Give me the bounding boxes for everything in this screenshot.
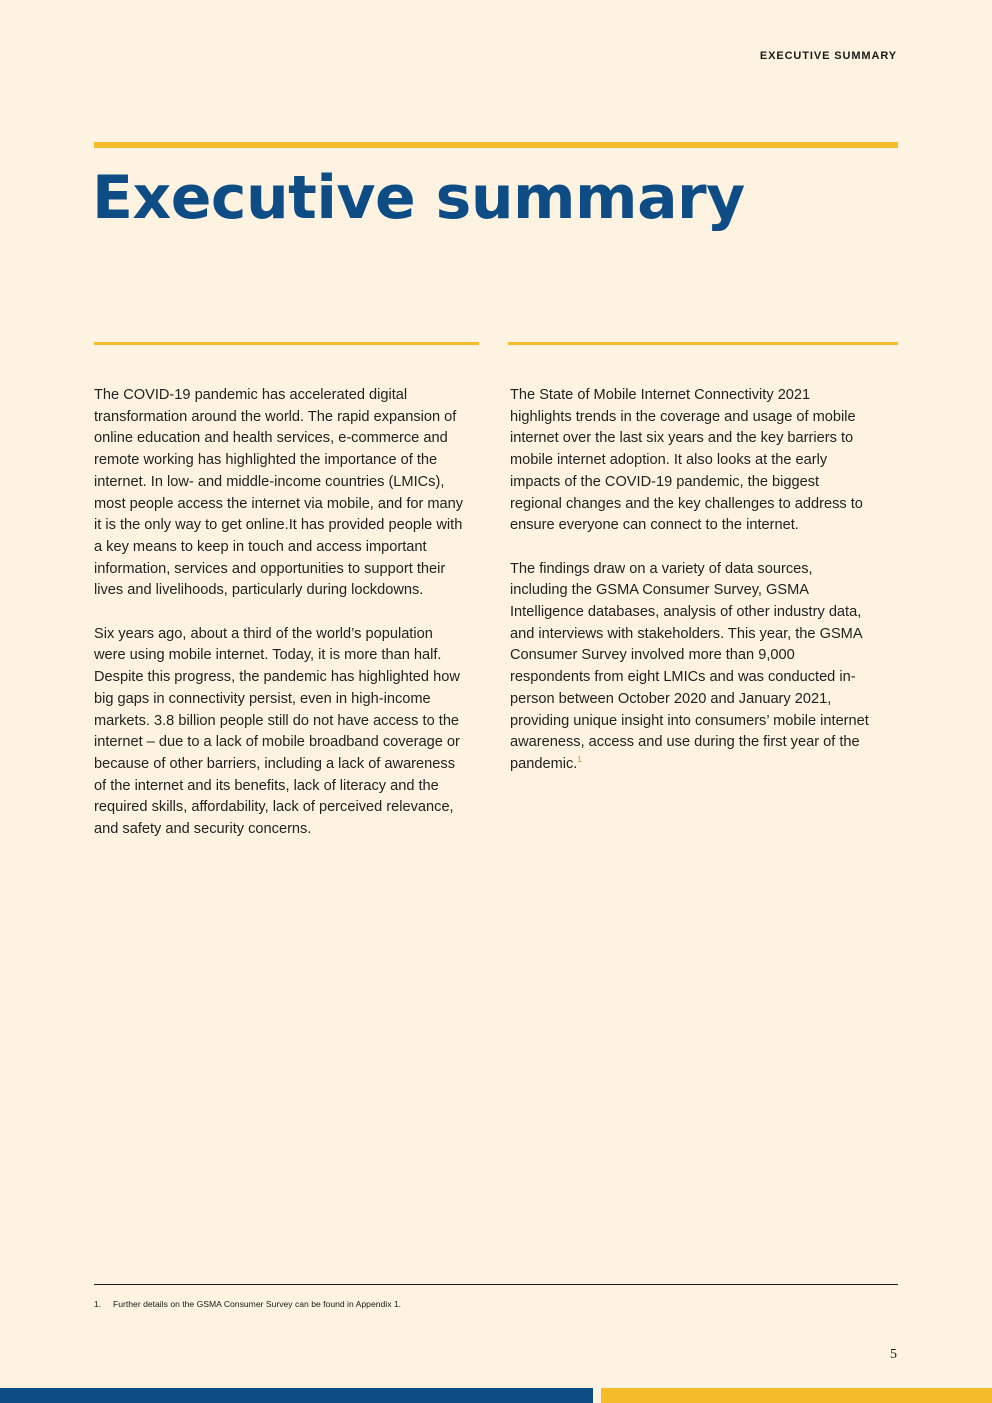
footnote-text: Further details on the GSMA Consumer Survey can be found in Appendix 1. — [113, 1299, 402, 1309]
footnote — [94, 1299, 401, 1309]
right-column-rule — [508, 342, 898, 345]
paragraph: The COVID-19 pandemic has accelerated digital transformation around the world. The rapid expansion of online education and health services, e-commerce and remote working has highlighted the importance of the internet. In low- and middle-income countries (LMICs), most people access the internet via mobile, and for many it is the only way to get online.It has provided people with a key means to keep in touch and access important information, services and opportunities to support their lives and livelihoods, particularly during lockdowns. — [94, 387, 464, 599]
right-column — [510, 385, 870, 797]
running-header: EXECUTIVE SUMMARY — [759, 50, 897, 62]
footnote-rule — [94, 1284, 898, 1285]
paragraph: The State of Mobile Internet Connectivity 2021 highlights trends in the coverage and usage of mobile internet over the last six years and the key barriers to mobile internet adoption. It also looks at the early impacts of the COVID-19 pandemic, the biggest regional changes and the key challenges to address to ensure everyone can connect to the internet. — [510, 387, 863, 534]
paragraph-text: The findings draw on a variety of data sources, including the GSMA Consumer Survey, GSMA Intelligence databases, analysis of other industry data, and interviews with stakeholders. This year, the GSMA Consumer Survey involved more than 9,000 respondents from eight LMICs and was conducted in-person between October 2020 and January 2021, providing unique insight into consumers’ mobile internet awareness, access and use during the first year of the pandemic. — [510, 560, 869, 772]
paragraph-with-footnote — [510, 559, 870, 776]
footer-bar-yellow — [601, 1388, 992, 1403]
footnote-reference[interactable]: 1 — [577, 755, 582, 765]
page-number: 5 — [890, 1347, 897, 1362]
footnote-number: 1. — [94, 1299, 102, 1309]
footer-bar-blue — [0, 1388, 593, 1403]
left-column — [94, 385, 466, 862]
page-title: Executive summary — [92, 163, 745, 233]
title-rule — [94, 142, 898, 148]
paragraph: Six years ago, about a third of the world’s population were using mobile internet. Today, it is more than half. Despite this progress, the pandemic has highlighted how big gaps in connectivity persist, even in high-income markets. 3.8 billion people still do not have access to the internet – due to a lack of mobile broadband coverage or because of other barriers, including a lack of awareness of the internet and its benefits, lack of literacy and the required skills, affordability, lack of perceived relevance, and safety and security concerns. — [94, 625, 460, 838]
left-column-rule — [94, 342, 479, 345]
